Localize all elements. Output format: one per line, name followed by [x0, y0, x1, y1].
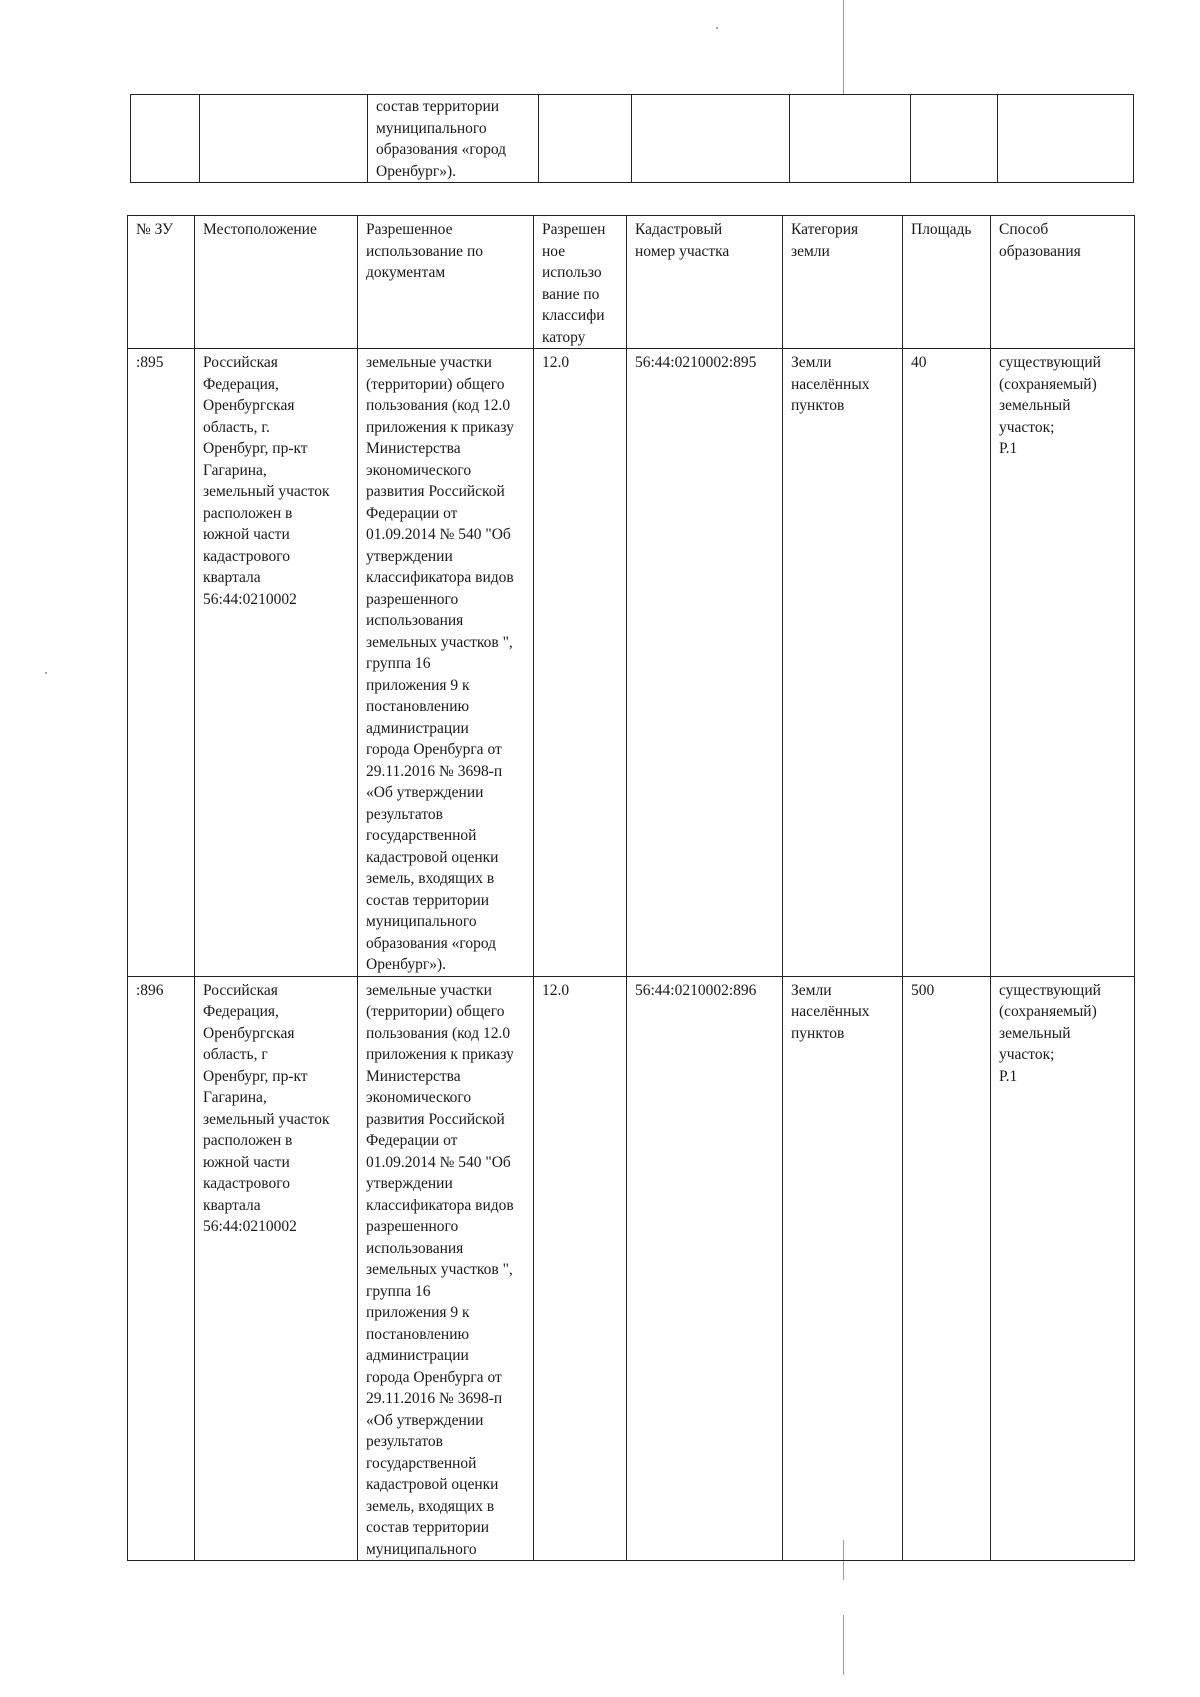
scan-speck	[716, 27, 718, 29]
header-permitted-use: Разрешенное использование по документам	[358, 216, 534, 349]
header-classifier-use: Разрешен ное использо вание по классифи катору	[534, 216, 627, 349]
cont-cell-id	[131, 95, 200, 183]
cell-land-category: Земли населённых пунктов	[783, 349, 903, 977]
cell-classifier-use: 12.0	[534, 976, 627, 1561]
header-location: Местоположение	[195, 216, 358, 349]
header-land-category: Категория земли	[783, 216, 903, 349]
land-plots-table	[127, 215, 1135, 1561]
cell-land-category: Земли населённых пунктов	[783, 976, 903, 1561]
cell-area: 500	[903, 976, 991, 1561]
header-id: № ЗУ	[128, 216, 195, 349]
cont-cell-permitted-use: состав территории муниципального образования «город Оренбург»).	[368, 95, 539, 183]
table-header-row	[128, 216, 1135, 349]
cont-cell-land-category	[790, 95, 911, 183]
cont-cell-cadastral-number	[632, 95, 790, 183]
cell-location: Российская Федерация, Оренбургская область, г. Оренбург, пр-кт Гагарина, земельный участок расположен в южной части кадастрового квартала 56:44:0210002	[195, 349, 358, 977]
cell-formation-method: существующий (сохраняемый) земельный участок; Р.1	[991, 349, 1135, 977]
table-row	[128, 976, 1135, 1561]
cell-permitted-use: земельные участки (территории) общего пользования (код 12.0 приложения к приказу Министерства экономического развития Российской Федерации от 01.09.2014 № 540 "Об утверждении классификатора видов разрешенного использования земельных участков ", группа 16 приложения 9 к постановлению администрации города Оренбурга от 29.11.2016 № 3698-п «Об утверждении результатов государственной кадастровой оценки земель, входящих в состав территории муниципального	[358, 976, 534, 1561]
scan-artifact-line	[843, 0, 844, 95]
cell-cadastral-number: 56:44:0210002:895	[627, 349, 783, 977]
header-cadastral-number: Кадастровый номер участка	[627, 216, 783, 349]
cont-cell-area	[911, 95, 998, 183]
cont-cell-formation-method	[998, 95, 1134, 183]
cell-id: :895	[128, 349, 195, 977]
cell-permitted-use: земельные участки (территории) общего пользования (код 12.0 приложения к приказу Министерства экономического развития Российской Федерации от 01.09.2014 № 540 "Об утверждении классификатора видов разрешенного использования земельных участков ", группа 16 приложения 9 к постановлению администрации города Оренбурга от 29.11.2016 № 3698-п «Об утверждении результатов государственной кадастровой оценки земель, входящих в состав территории муниципального образования «город Оренбург»).	[358, 349, 534, 977]
continuation-table	[130, 94, 1134, 183]
cell-location: Российская Федерация, Оренбургская область, г Оренбург, пр-кт Гагарина, земельный участок расположен в южной части кадастрового квартала 56:44:0210002	[195, 976, 358, 1561]
header-formation-method: Способ образования	[991, 216, 1135, 349]
header-area: Площадь	[903, 216, 991, 349]
cell-cadastral-number: 56:44:0210002:896	[627, 976, 783, 1561]
cell-area: 40	[903, 349, 991, 977]
scan-artifact-line	[843, 1615, 844, 1675]
cont-cell-location	[200, 95, 368, 183]
cell-classifier-use: 12.0	[534, 349, 627, 977]
table-row	[128, 349, 1135, 977]
continuation-row	[131, 95, 1134, 183]
cell-id: :896	[128, 976, 195, 1561]
cont-cell-classifier-use	[539, 95, 632, 183]
scan-speck	[45, 672, 47, 674]
cell-formation-method: существующий (сохраняемый) земельный участок; Р.1	[991, 976, 1135, 1561]
